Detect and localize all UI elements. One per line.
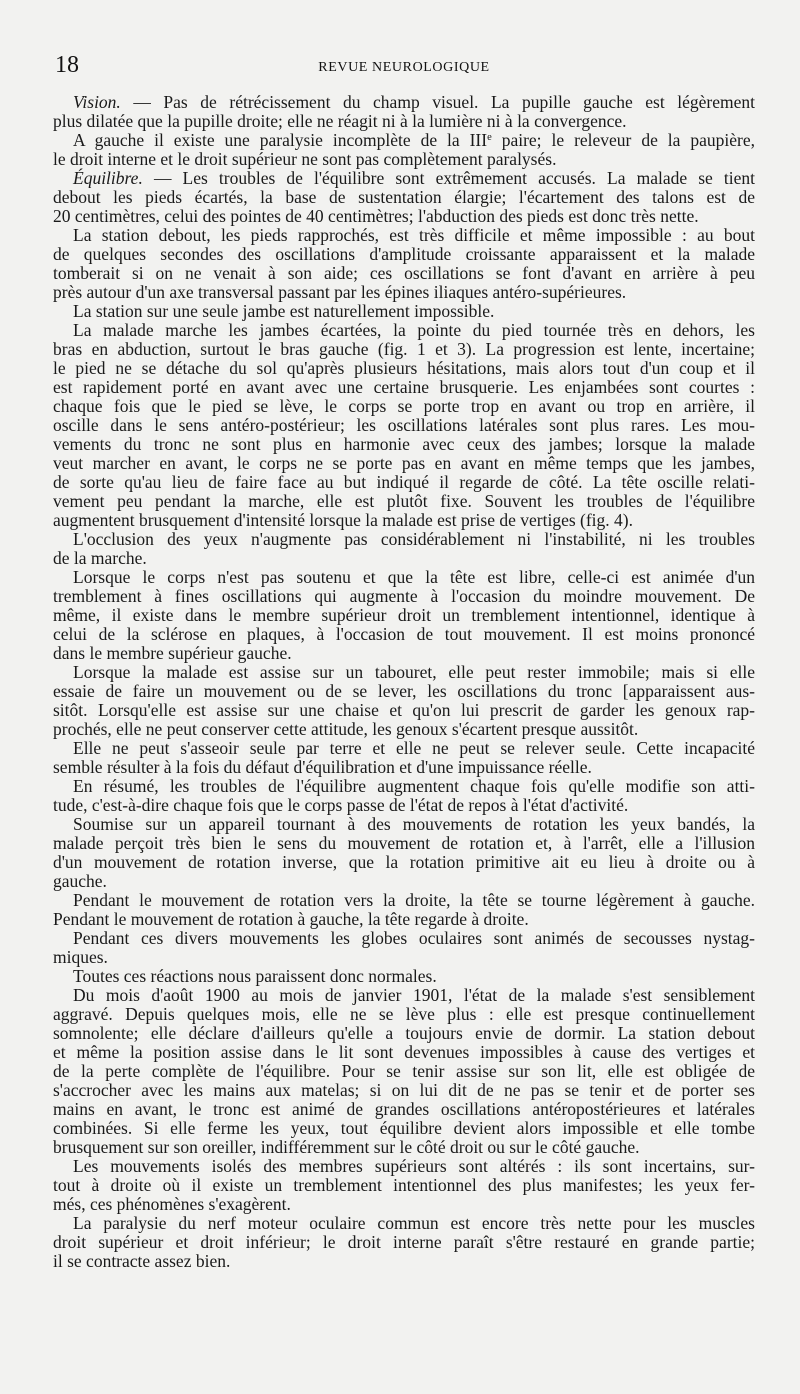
paragraph	[53, 815, 755, 891]
text-line: L'occlusion des yeux n'augmente pas considérablement ni l'instabilité, ni les troubles	[73, 529, 755, 549]
text-line: Soumise sur un appareil tournant à des mouvements de rotation les yeux bandés, la	[73, 814, 755, 834]
text-line: semble résulter à la fois du défaut d'équilibration et d'une impuissance réelle.	[53, 757, 592, 777]
text-line: tremblement à fines oscillations qui augmente à l'occasion du moindre mouvement. De	[53, 586, 755, 606]
text-line: de la perte complète de l'équilibre. Pour se tenir assise sur son lit, elle est obligée de	[53, 1061, 755, 1081]
text-line: En résumé, les troubles de l'équilibre augmentent chaque fois qu'elle modifie son atti-	[73, 776, 755, 796]
text-line: plus dilatée que la pupille droite; elle ne réagit ni à la lumière ni à la convergence.	[53, 111, 627, 131]
text-line: essaie de faire un mouvement ou de se lever, les oscillations du tronc [apparaissent aus-	[53, 681, 755, 701]
paragraph	[53, 967, 755, 986]
text-line: vement peu pendant la marche, elle est plutôt fixe. Souvent les troubles de l'équilibre	[53, 491, 755, 511]
text-line: Pendant le mouvement de rotation vers la droite, la tête se tourne légèrement à gauche.	[73, 890, 755, 910]
text-line: Elle ne peut s'asseoir seule par terre et elle ne peut se relever seule. Cette incapacité	[73, 738, 755, 758]
text-line: de la marche.	[53, 548, 147, 568]
text-run: — Les troubles de l'équilibre sont extrêmement accusés. La malade se tient	[142, 168, 755, 188]
paragraph	[53, 302, 755, 321]
text-line: de quelques secondes des oscillations d'amplitude croissante apparaissent et la malade	[53, 244, 755, 264]
text-line: Toutes ces réactions nous paraissent donc normales.	[73, 966, 437, 986]
ordinal-superscript: e	[487, 132, 492, 144]
text-line	[53, 93, 755, 112]
text-line: même, il existe dans le membre supérieur droit un tremblement intentionnel, identique à	[53, 605, 755, 625]
paragraph	[53, 93, 755, 131]
text-line: somnolente; elle déclare d'ailleurs qu'elle a toujours envie de dormir. La station debout	[53, 1023, 755, 1043]
text-line: Lorsque la malade est assise sur un tabouret, elle peut rester immobile; mais si elle	[73, 662, 755, 682]
text-run: paire; le releveur de la paupière,	[491, 130, 755, 150]
text-run: A gauche il existe une paralysie incomplète de la III	[73, 130, 488, 150]
paragraph	[53, 663, 755, 739]
paragraph	[53, 321, 755, 530]
text-line: més, ces phénomènes s'exagèrent.	[53, 1194, 291, 1214]
paragraph	[53, 891, 755, 929]
text-line: et même la position assise dans le lit sont devenues impossibles à cause des vertiges et	[53, 1042, 755, 1062]
paragraph	[53, 568, 755, 663]
paragraph	[53, 1157, 755, 1214]
section-lead: Équilibre.	[73, 168, 143, 188]
text-run: — Pas de rétrécissement du champ visuel. La pupille gauche est légèrement	[120, 92, 755, 112]
text-line: 20 centimètres, celui des pointes de 40 centimètres; l'abduction des pieds est donc très nette.	[53, 206, 699, 226]
text-line	[53, 131, 755, 150]
text-line: est rapidement porté en avant avec une certaine brusquerie. Les enjambées sont courtes :	[53, 377, 755, 397]
article-body	[53, 93, 755, 1271]
paragraph	[53, 226, 755, 302]
text-line: La paralysie du nerf moteur oculaire commun est encore très nette pour les muscles	[73, 1213, 755, 1233]
paragraph	[53, 777, 755, 815]
running-title: REVUE NEUROLOGIQUE	[318, 60, 490, 75]
page-number: 18	[55, 52, 79, 78]
text-line: tout à droite où il existe un tremblement intentionnel des plus manifestes; les yeux fer-	[53, 1175, 755, 1195]
text-line: aggravé. Depuis quelques mois, elle ne se lève plus : elle est presque continuellement	[53, 1004, 755, 1024]
text-line: Du mois d'août 1900 au mois de janvier 1901, l'état de la malade s'est sensiblement	[73, 985, 755, 1005]
paragraph	[53, 131, 755, 169]
text-line	[53, 169, 755, 188]
section-lead: Vision.	[73, 92, 121, 112]
paragraph	[53, 530, 755, 568]
text-line: oscille dans le sens antéro-postérieur; les oscillations latérales sont plus rares. Les mou-	[53, 415, 755, 435]
text-line: mains en avant, le tronc est animé de grandes oscillations antéropostérieures et latérales	[53, 1099, 755, 1119]
paragraph	[53, 986, 755, 1157]
text-line: combinées. Si elle ferme les yeux, tout équilibre devient alors impossible et elle tombe	[53, 1118, 755, 1138]
text-line: malade perçoit très bien le sens du mouvement de rotation et, à l'arrêt, elle a l'illusion	[53, 833, 755, 853]
text-line: bras en abduction, surtout le bras gauche (fig. 1 et 3). La progression est lente, incertaine;	[53, 339, 755, 359]
text-line: dans le membre supérieur gauche.	[53, 643, 292, 663]
text-line: La station sur une seule jambe est naturellement impossible.	[73, 301, 495, 321]
text-line: gauche.	[53, 871, 107, 891]
text-line: Pendant ces divers mouvements les globes oculaires sont animés de secousses nystag-	[73, 928, 755, 948]
text-line: brusquement sur son oreiller, indifféremment sur le côté droit ou sur le côté gauche.	[53, 1137, 640, 1157]
text-line: celui de la sclérose en plaques, à l'occasion de tout mouvement. Il est moins prononcé	[53, 624, 755, 644]
text-line: Les mouvements isolés des membres supérieurs sont altérés : ils sont incertains, sur-	[73, 1156, 755, 1176]
text-line: Pendant le mouvement de rotation à gauche, la tête regarde à droite.	[53, 909, 529, 929]
text-line: le droit interne et le droit supérieur ne sont pas complètement paralysés.	[53, 149, 557, 169]
text-line: tude, c'est-à-dire chaque fois que le corps passe de l'état de repos à l'état d'activité.	[53, 795, 629, 815]
text-line: miques.	[53, 947, 108, 967]
text-line: le pied ne se détache du sol qu'après plusieurs hésitations, mais alors tout d'un coup et il	[53, 358, 755, 378]
text-line: Lorsque le corps n'est pas soutenu et que la tête est libre, celle-ci est animée d'un	[73, 567, 755, 587]
text-line: debout les pieds écartés, la base de sustentation élargie; l'écartement des talons est de	[53, 187, 755, 207]
text-line: d'un mouvement de rotation inverse, que la rotation primitive ait eu lieu à droite ou à	[53, 852, 755, 872]
text-line: vements du tronc ne sont plus en harmonie avec ceux des jambes; lorsque la malade	[53, 434, 755, 454]
text-line: La malade marche les jambes écartées, la pointe du pied tournée très en dehors, les	[73, 320, 755, 340]
text-line: prochés, elle ne peut conserver cette attitude, les genoux s'écartent presque aussitôt.	[53, 719, 639, 739]
text-line: tomberait si on ne venait à son aide; ces oscillations se font d'avant en arrière à peu	[53, 263, 755, 283]
text-line: droit supérieur et droit inférieur; le droit interne paraît s'être restauré en grande partie;	[53, 1232, 755, 1252]
text-line: de sorte qu'au lieu de faire face au but indiqué il regarde de côté. La tête oscille relati-	[53, 472, 755, 492]
text-line: sitôt. Lorsqu'elle est assise sur une chaise et qu'on lui prescrit de garder les genoux rap-	[53, 700, 755, 720]
text-line: près autour d'un axe transversal passant par les épines iliaques antéro-supérieures.	[53, 282, 627, 302]
text-line: il se contracte assez bien.	[53, 1251, 231, 1271]
text-line: s'accrocher avec les mains aux matelas; si on lui dit de ne pas se tenir et de porter ses	[53, 1080, 755, 1100]
text-line: veut marcher en avant, le corps ne se porte pas en avant en même temps que les jambes,	[53, 453, 755, 473]
paragraph	[53, 1214, 755, 1271]
paragraph	[53, 739, 755, 777]
text-line: augmentent brusquement d'intensité lorsque la malade est prise de vertiges (fig. 4).	[53, 510, 633, 530]
paragraph	[53, 929, 755, 967]
paragraph	[53, 169, 755, 226]
text-line: La station debout, les pieds rapprochés, est très difficile et même impossible : au bout	[73, 225, 755, 245]
text-line: chaque fois que le pied se lève, le corps se porte trop en avant ou trop en arrière, il	[53, 396, 755, 416]
